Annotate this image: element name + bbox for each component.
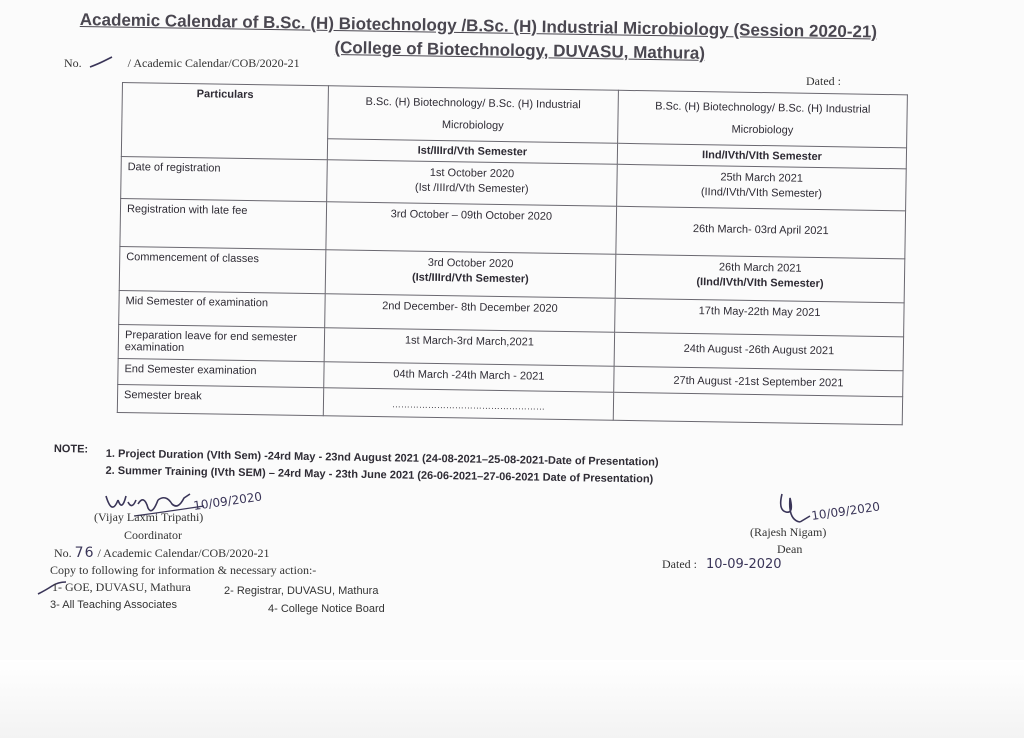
dispatch-no-prefix: No. bbox=[54, 546, 72, 560]
ref-no-prefix: No. bbox=[64, 56, 82, 70]
column-2-header: B.Sc. (H) Biotechnology/ B.Sc. (H) Industrial Microbiology bbox=[618, 90, 908, 148]
calendar-table-wrapper bbox=[117, 82, 908, 425]
column-2-semesters: IInd/IVth/VIth Semester bbox=[617, 143, 906, 169]
dated-label-top: Dated : bbox=[806, 74, 841, 88]
value-main: 3rd October 2020 bbox=[427, 256, 514, 271]
particulars-header-text: Particulars bbox=[196, 88, 254, 102]
dispatch-dated-label: Dated : bbox=[662, 557, 697, 571]
scan-bottom-margin bbox=[0, 660, 1024, 738]
dispatch-no-handwritten: 76 bbox=[74, 545, 95, 561]
row-col2-value: 27th August -21st September 2021 bbox=[614, 366, 903, 397]
value-sub: (IInd/IVth/VIth Semester) bbox=[696, 276, 824, 291]
column-1-semesters: Ist/IIIrd/Vth Semester bbox=[327, 139, 618, 165]
row-col1-value: 1st March-3rd March,2021 bbox=[324, 328, 615, 367]
row-col2-value bbox=[617, 164, 906, 211]
particulars-header bbox=[121, 83, 328, 160]
coordinator-name: (Vijay Laxmi Tripathi) bbox=[94, 510, 204, 524]
dispatch-date bbox=[662, 557, 782, 572]
copy-recipient-1: 1- GOE, DUVASU, Mathura bbox=[52, 580, 191, 594]
note-label: NOTE: bbox=[53, 443, 89, 456]
ref-no-suffix: / Academic Calendar/COB/2020-21 bbox=[127, 56, 300, 70]
value-main: 26th March 2021 bbox=[718, 261, 802, 275]
copy-recipient-2: 2- Registrar, DUVASU, Mathura bbox=[224, 585, 379, 597]
row-col1-value bbox=[326, 160, 617, 207]
row-col1-value: 04th March -24th March - 2021 bbox=[323, 362, 614, 393]
row-col2-value bbox=[615, 254, 904, 303]
row-col2-value: 17th May-22th May 2021 bbox=[615, 298, 904, 337]
coordinator-role: Coordinator bbox=[124, 528, 182, 542]
row-label: Semester break bbox=[117, 384, 323, 415]
dean-signature-date: 10/09/2020 bbox=[810, 499, 881, 523]
pen-slash-mark bbox=[88, 55, 118, 69]
dispatch-dated-handwritten: 10-09-2020 bbox=[706, 557, 782, 572]
row-label: Date of registration bbox=[121, 156, 327, 201]
dean-role: Dean bbox=[777, 542, 803, 556]
table-header-row bbox=[122, 83, 908, 148]
row-label: Preparation leave for end semester examination bbox=[118, 324, 324, 361]
value-sub: (Ist /IIIrd/Vth Semester) bbox=[414, 181, 529, 196]
copy-recipient-4: 4- College Notice Board bbox=[268, 603, 385, 615]
note-item-2: 2. Summer Training (IVth SEM) – 24rd May - 23th June 2021 (26-06-2021–27-06-2021 Date of Presentation) bbox=[105, 464, 654, 486]
title-line-2: (College of Biotechnology, DUVASU, Mathura) bbox=[334, 38, 706, 63]
row-col1-value: …………………………………………… bbox=[323, 388, 614, 421]
note-item-1: 1. Project Duration (VIth Sem) -24rd May - 23nd August 2021 (24-08-2021–25-08-2021-Date of Presentation) bbox=[105, 447, 659, 469]
column-1-header: B.Sc. (H) Biotechnology/ B.Sc. (H) Industrial Microbiology bbox=[327, 86, 618, 144]
dispatch-no-suffix: / Academic Calendar/COB/2020-21 bbox=[97, 546, 270, 560]
row-label: End Semester examination bbox=[118, 358, 324, 387]
value-main: 1st October 2020 bbox=[429, 166, 515, 181]
row-label: Commencement of classes bbox=[119, 246, 325, 293]
dean-name: (Rajesh Nigam) bbox=[750, 525, 827, 539]
copy-to-line: Copy to following for information & necessary action:- bbox=[50, 563, 317, 577]
row-col1-value: 3rd October – 09th October 2020 bbox=[326, 202, 617, 255]
row-col1-value: 2nd December- 8th December 2020 bbox=[324, 294, 615, 333]
row-col2-value bbox=[613, 392, 902, 425]
row-col2-value: 26th March- 03rd April 2021 bbox=[616, 206, 906, 259]
value-sub: (Ist/IIIrd/Vth Semester) bbox=[411, 271, 529, 286]
academic-calendar-table bbox=[117, 82, 908, 425]
copy-recipient-3: 3- All Teaching Associates bbox=[50, 599, 177, 611]
dispatch-number bbox=[54, 545, 269, 561]
value-main: 25th March 2021 bbox=[720, 171, 804, 185]
row-label: Mid Semester of examination bbox=[119, 290, 325, 327]
row-label: Registration with late fee bbox=[120, 198, 326, 249]
value-sub: (IInd/IVth/VIth Semester) bbox=[700, 186, 823, 201]
row-col2-value: 24th August -26th August 2021 bbox=[614, 332, 903, 371]
coordinator-signature-date: 10/09/2020 bbox=[192, 489, 263, 513]
title-line-1: Academic Calendar of B.Sc. (H) Biotechnology /B.Sc. (H) Industrial Microbiology (Session 2020-21) bbox=[79, 10, 878, 42]
row-col1-value bbox=[325, 250, 616, 299]
